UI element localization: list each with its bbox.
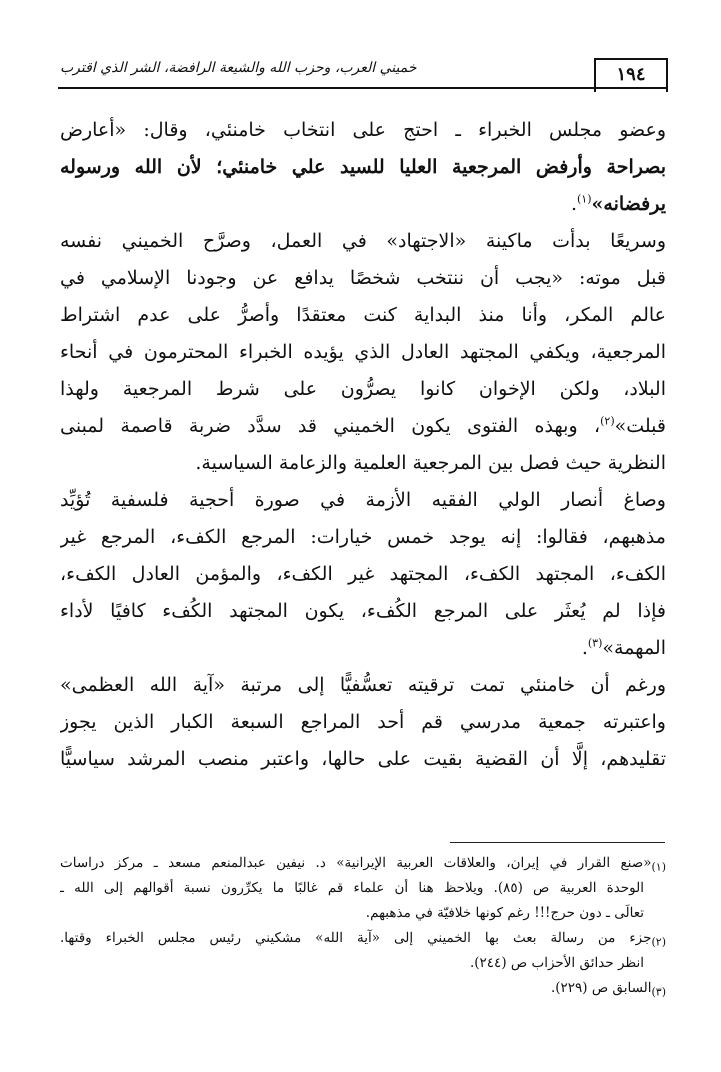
text-line: عالم المكر، وأنا منذ البداية كنت معتقدًا وأصرُّ على عدم اشتراط [60, 304, 666, 326]
body-text [60, 112, 666, 778]
footnotes [60, 851, 666, 1001]
text-line: بصراحة وأرفض المرجعية العليا للسيد علي خامنئي؛ لأن الله ورسوله [60, 156, 666, 178]
text-line: يرفضانه»$^{(١)}$. [570, 192, 666, 215]
text-line: قبل موته: «يجب أن ننتخب شخصًا يدافع عن وجودنا الإسلامي في [60, 267, 666, 289]
text-line: المهمة»$^{(٣)}$. [581, 636, 666, 659]
paragraph-start: ورغم أن خامنئي تمت ترقيته تعسُّفيًّا إلى مرتبة «آية الله العظمى» [60, 674, 666, 696]
running-title: خميني العرب، وحزب الله والشيعة الرافضة، الشر الذي اقترب [60, 60, 417, 76]
text-line: تقليدهم، إلَّا أن القضية بقيت على حالها، واعتبر منصب المرشد سياسيًّا [60, 748, 666, 770]
text-line: مذهبهم، فقالوا: إنه يوجد خمس خيارات: المرجع الكفء، المرجع غير [60, 526, 666, 548]
text-line: فإذا لم يُعثَر على المرجع الكُفء، يكون المجتهد الكُفء كافيًا لأداء [60, 600, 666, 622]
footnote-3: $_{(٣)}$السابق ص (٢٢٩). [550, 980, 666, 999]
text-line: البلاد، ولكن الإخوان كانوا يصرُّون على شرط المرجعية ولهذا [60, 378, 666, 400]
page-header [58, 56, 668, 90]
footnote-ref: (٢) [600, 414, 615, 428]
text-line: المرجعية، ويكفي المجتهد العادل الذي يؤيده الخبراء المحترمون في أنحاء [60, 341, 666, 363]
footnote-ref: (١) [577, 192, 592, 206]
text-line: قبلت»$^{(٢)}$، وبهذه الفتوى يكون الخميني قد سدَّد ضربة قاصمة لمبنى [60, 414, 666, 437]
paragraph-start: وصاغ أنصار الولي الفقيه الأزمة في صورة أحجية فلسفية تُؤيِّد [60, 489, 666, 511]
text-line: الكفء، المجتهد الكفء، المجتهد غير الكفء، والمؤمن العادل الكفء، [60, 563, 666, 585]
footnote-1-cont: تعالَى ـ دون حرج!!! رغم كونها خلافيّة في مذهبهم. [365, 905, 644, 921]
paragraph-start: وسريعًا بدأت ماكينة «الاجتهاد» في العمل، وصرَّح الخميني نفسه [60, 230, 666, 252]
text-line: واعتبرته جمعية مدرسي قم أحد المراجع السبعة الكبار الذين يجوز [60, 711, 666, 733]
footnote-2: $_{(٢)}$جزء من رسالة بعث بها الخميني إلى «آية الله» مشكيني رئيس مجلس الخبراء وقتها. [60, 930, 666, 949]
footnote-rule [450, 842, 665, 843]
text-line: وعضو مجلس الخبراء ـ احتج على انتخاب خامنئي، وقال: «أعارض [60, 119, 666, 141]
header-rule [58, 87, 668, 89]
footnote-ref: (٣) [587, 636, 603, 650]
footnote-1: $_{(١)}$«صنع القرار في إيران، والعلاقات العربية الإيرانية» د. نيفين عبدالمنعم مسعد ـ مركز دراسات [60, 855, 666, 874]
page-number: ١٩٤ [594, 58, 668, 92]
text-line: النظرية حيث فصل بين المرجعية العلمية والزعامة السياسية. [195, 452, 666, 474]
footnote-2-cont: انظر حدائق الأحزاب ص (٢٤٤). [469, 955, 644, 971]
footnote-1-cont: الوحدة العربية ص (٨٥). ويلاحظ هنا أن علماء قم غالبًا ما يكرِّرون نسبة أقوالهم إلى الله ـ [60, 880, 644, 896]
